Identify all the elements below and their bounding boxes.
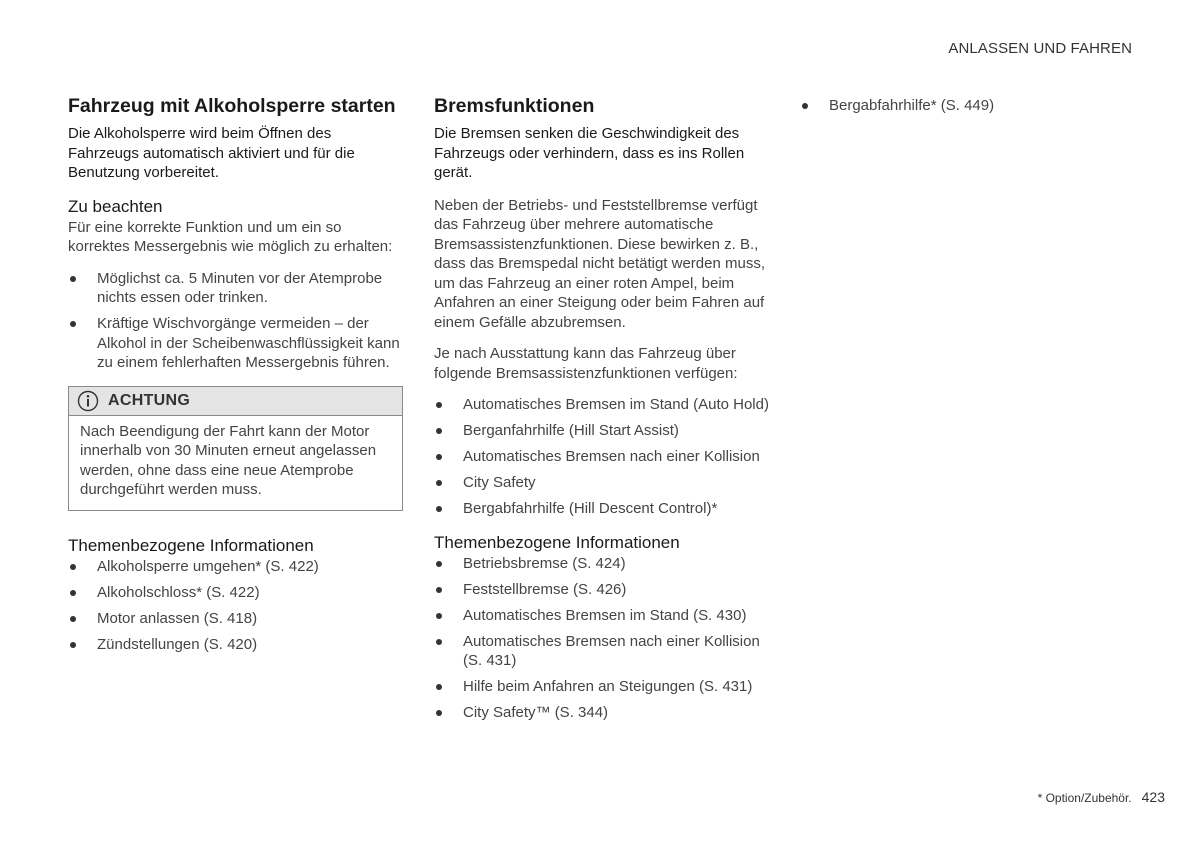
related-link[interactable]: Bergabfahrhilfe* (S. 449) (800, 96, 1130, 116)
bullet-icon (436, 684, 442, 690)
related-link[interactable]: Feststellbremse (S. 426) (434, 580, 769, 600)
bullet-icon (70, 276, 76, 282)
bullet-icon (802, 103, 808, 109)
bullet-icon (70, 590, 76, 596)
related-link[interactable]: Automatisches Bremsen im Stand (S. 430) (434, 606, 769, 626)
list-item: Bergabfahrhilfe (Hill Descent Control)* (434, 499, 769, 519)
bullet-icon (436, 639, 442, 645)
bullet-icon (436, 428, 442, 434)
related-link[interactable]: Zündstellungen (S. 420) (68, 635, 403, 655)
list-item: Möglichst ca. 5 Minuten vor der Atemprobe nichts essen oder trinken. (68, 269, 403, 308)
bullet-icon (70, 642, 76, 648)
warning-label: ACHTUNG (108, 391, 191, 409)
related-link[interactable]: Alkoholschloss* (S. 422) (68, 583, 403, 603)
lead-text: Die Alkoholsperre wird beim Öffnen des Fahrzeugs automatisch aktiviert und für die Benutzung vorbereitet. (68, 125, 355, 181)
related-list (800, 96, 1130, 116)
list-item: City Safety (434, 473, 769, 493)
page-number: 423 (1141, 789, 1165, 805)
warning-box (68, 386, 403, 511)
section-title: Bremsfunktionen (434, 95, 595, 117)
bullet-icon (70, 321, 76, 327)
list-item: Automatisches Bremsen im Stand (Auto Hold) (434, 395, 769, 415)
warning-header (69, 387, 402, 416)
column-continued (800, 96, 1130, 122)
related-heading: Themenbezogene Informationen (434, 532, 680, 552)
bullet-icon (436, 454, 442, 460)
paragraph: Neben der Betriebs- und Feststellbremse verfügt das Fahrzeug über mehrere automatische Bremsassistenzfunktionen. Diese bewirken z. B., dass das Bremspedal nicht betätigt werden muss, um das Fahrzeug an einer roten Ampel, beim Anfahren an einer Steigung oder beim Fahren auf einem Gefälle abzubremsen. (434, 196, 766, 331)
section-title: Fahrzeug mit Alkoholsperre starten (68, 95, 396, 117)
related-link[interactable]: Motor anlassen (S. 418) (68, 609, 403, 629)
related-link[interactable]: Hilfe beim Anfahren an Steigungen (S. 431) (434, 677, 769, 697)
bullet-icon (436, 587, 442, 593)
related-list (68, 557, 403, 655)
warning-text: Nach Beendigung der Fahrt kann der Motor innerhalb von 30 Minuten erneut angelassen werden, ohne dass eine neue Atemprobe durchgeführt werden muss. (80, 422, 377, 498)
list-item: Kräftige Wischvorgänge vermeiden – der Alkohol in der Scheibenwaschflüssigkeit kann zu einem fehlerhaften Messergebnis führen. (68, 314, 403, 373)
related-link[interactable]: City Safety™ (S. 344) (434, 703, 769, 723)
footnote: * Option/Zubehör. (1037, 791, 1132, 805)
note-text: Für eine korrekte Funktion und um ein so korrektes Messergebnis wie möglich zu erhalten: (68, 218, 393, 255)
column-alcohol-lock (68, 94, 403, 661)
lead-text: Die Bremsen senken die Geschwindigkeit des Fahrzeugs oder verhindern, dass es ins Rollen gerät. (434, 125, 745, 181)
bullet-icon (436, 710, 442, 716)
bullet-icon (436, 402, 442, 408)
list-item: Automatisches Bremsen nach einer Kollision (434, 447, 769, 467)
bullet-icon (436, 480, 442, 486)
page-footer (1038, 789, 1165, 805)
list-item: Berganfahrhilfe (Hill Start Assist) (434, 421, 769, 441)
related-list (434, 554, 769, 723)
bullet-icon (70, 564, 76, 570)
related-link[interactable]: Automatisches Bremsen nach einer Kollision (S. 431) (434, 632, 769, 671)
related-link[interactable]: Betriebsbremse (S. 424) (434, 554, 769, 574)
section-header: ANLASSEN UND FAHREN (948, 40, 1132, 57)
bullet-icon (70, 616, 76, 622)
bullet-icon (436, 506, 442, 512)
related-link[interactable]: Alkoholsperre umgehen* (S. 422) (68, 557, 403, 577)
column-brake-functions (434, 94, 769, 729)
bullet-icon (436, 561, 442, 567)
functions-list (434, 395, 769, 519)
note-heading: Zu beachten (68, 196, 163, 216)
related-heading: Themenbezogene Informationen (68, 535, 314, 555)
note-list (68, 269, 403, 373)
paragraph: Je nach Ausstattung kann das Fahrzeug über folgende Bremsassistenzfunktionen verfügen: (434, 345, 738, 382)
info-circle-icon (77, 390, 99, 412)
bullet-icon (436, 613, 442, 619)
